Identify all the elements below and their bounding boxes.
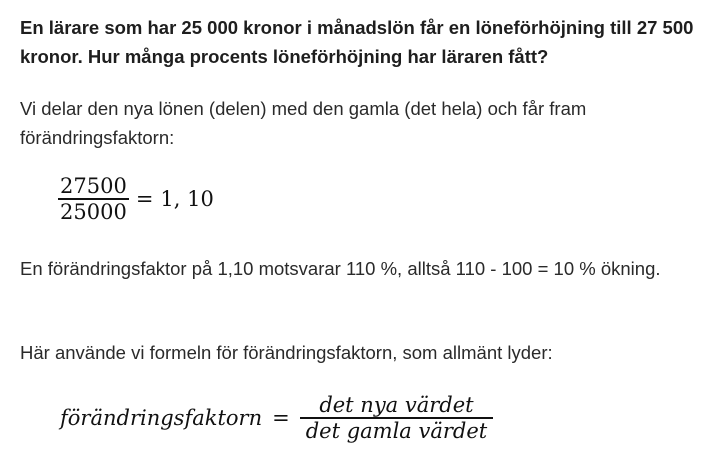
formula-lhs: förändringsfaktorn <box>60 405 263 430</box>
fraction <box>300 393 494 443</box>
fraction-denominator: det gamla värdet <box>305 418 488 443</box>
fraction-numerator: 27500 <box>60 174 127 198</box>
result-paragraph: En förändringsfaktor på 1,10 motsvarar 110 %, alltså 110 - 100 = 10 % ökning. <box>20 258 661 279</box>
calculation-result: 1, 10 <box>160 186 214 211</box>
formula-intro-paragraph: Här använde vi formeln för förändringsfaktorn, som allmänt lyder: <box>20 342 553 363</box>
fraction-denominator: 25000 <box>60 199 127 224</box>
fraction <box>58 174 129 224</box>
fraction-numerator: det nya värdet <box>319 393 474 417</box>
question-text: En lärare som har 25 000 kronor i månadslön får en löneförhöjning till 27 500 kronor. Hur många procents löneförhöjning har läraren fått? <box>20 17 694 67</box>
change-factor-calculation <box>58 174 214 224</box>
intro-paragraph: Vi delar den nya lönen (delen) med den gamla (det hela) och får fram förändringsfaktorn: <box>20 98 587 148</box>
change-factor-formula <box>60 393 493 443</box>
equals-sign: = <box>135 186 154 211</box>
equals-sign: = <box>272 405 290 430</box>
